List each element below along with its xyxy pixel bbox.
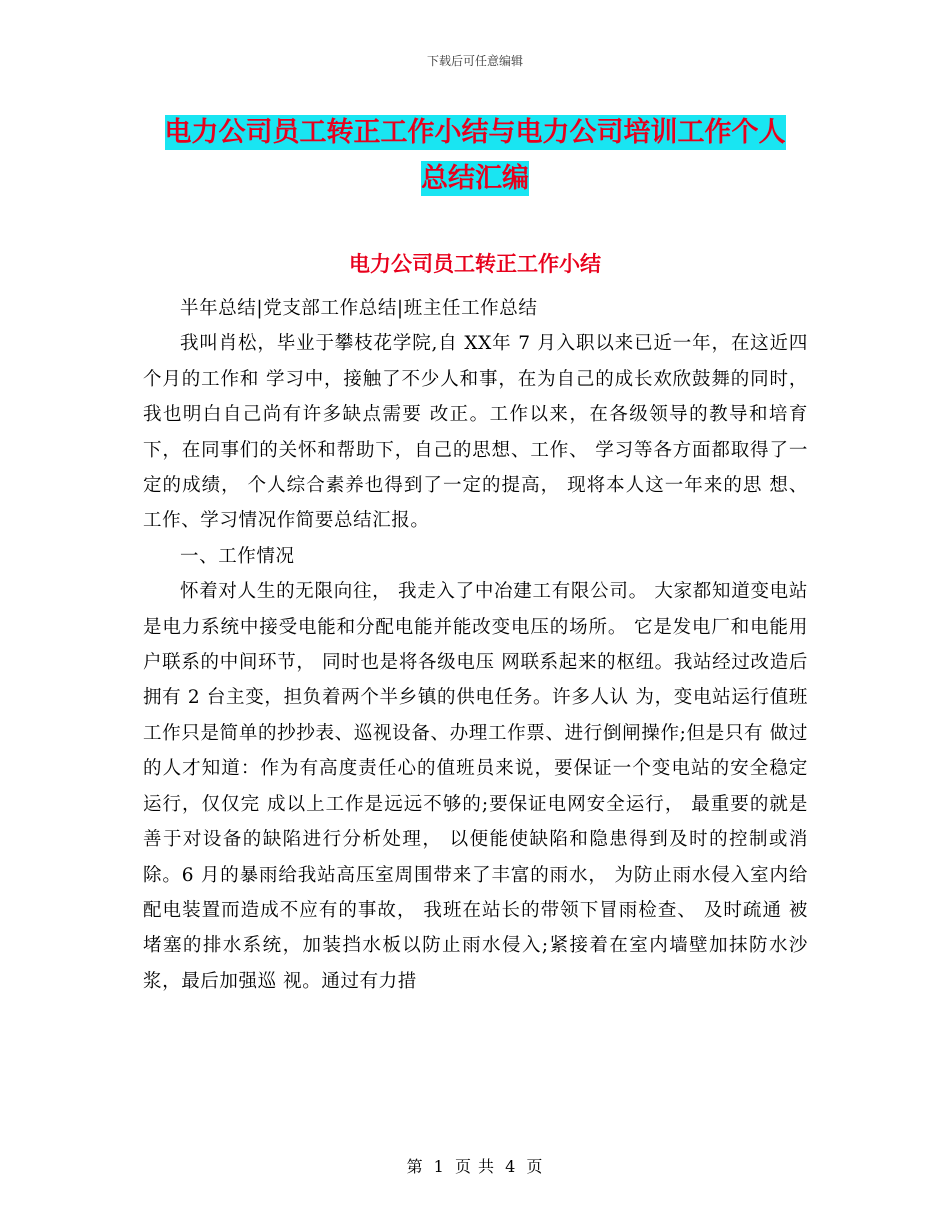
page-mid: 页 共 <box>454 1157 496 1176</box>
heading-work-situation: 一、工作情况 <box>180 545 295 567</box>
document-body <box>143 291 808 999</box>
header-note: 下载后可任意编辑 <box>426 54 523 68</box>
paragraph-work-details: 怀着对人生的无限向往， 我走入了中冶建工有限公司。 大家都知道变电站是电力系统中接受电能和分配电能并能改变电压的场所。 它是发电厂和电能用户联系的中间环节， 同时也是将各级电压 网联系起来的枢纽。我站经过改造后拥有 2 台主变，担负着两个半乡镇的供电任务。许多人认 为，变电站运行值班工作只是简单的抄抄表、巡视设备、办理工作票、进行倒闸操作;但是只有 做过的人才知道：作为有高度责任心的值班员来说，要保证一个变电站的安全稳定运行，仅仅完 成以上工作是远远不够的;要保证电网安全运行， 最重要的就是善于对设备的缺陷进行分析处理， 以便能使缺陷和隐患得到及时的控制或消除。6 月的暴雨给我站高压室周围带来了丰富的雨水， 为防止雨水侵入室内给配电装置而造成不应有的事故， 我班在站长的带领下冒雨检查、 及时疏通 被堵塞的排水系统，加装挡水板以防止雨水侵入;紧接着在室内墙壁加抹防水沙浆，最后加强巡 视。通过有力措 <box>143 581 808 992</box>
section-title: 电力公司员工转正工作小结 <box>349 252 601 276</box>
page-prefix: 第 <box>406 1157 424 1176</box>
paragraph-intro: 我叫肖松，毕业于攀枝花学院,自 XX年 7 月入职以来已近一年，在这近四个月的工作和 学习中，接触了不少人和事，在为自己的成长欢欣鼓舞的同时，我也明白自己尚有许多缺点需要 改正。工作以来，在各级领导的教导和培育下，在同事们的关怀和帮助下，自己的思想、工作、 学习等各方面都取得了一定的成绩， 个人综合素养也得到了一定的提高， 现将本人这一年来的思 想、工作、学习情况作简要总结汇报。 <box>143 333 808 532</box>
document-title-line-1: 电力公司员工转正工作小结与电力公司培训工作个人 <box>164 117 786 148</box>
page-suffix: 页 <box>526 1157 544 1176</box>
document-title <box>140 110 810 202</box>
page-footer <box>0 1154 950 1177</box>
document-title-line-2: 总结汇编 <box>421 163 529 194</box>
page-current: 1 <box>433 1157 445 1176</box>
paragraph-categories: 半年总结|党支部工作总结|班主任工作总结 <box>180 298 538 319</box>
page-total: 4 <box>505 1157 517 1176</box>
